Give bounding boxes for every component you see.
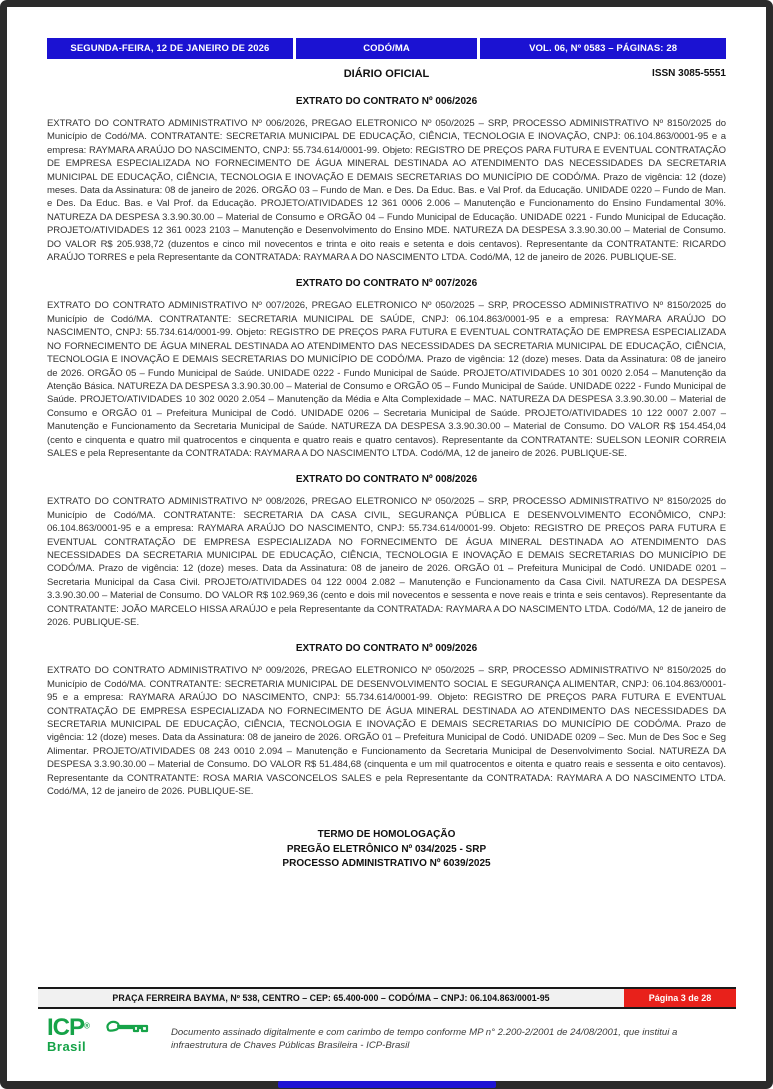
issn-number: ISSN 3085-5551 [652, 68, 726, 79]
icp-brasil-logo [47, 1014, 151, 1061]
contract-heading-006: EXTRATO DO CONTRATO Nº 006/2026 [295, 96, 478, 107]
masthead-row [47, 68, 726, 82]
bottom-blue-strip [278, 1081, 496, 1088]
header-date: SEGUNDA-FEIRA, 12 DE JANEIRO DE 2026 [47, 38, 293, 59]
gazette-page [7, 7, 766, 1081]
masthead-title: DIÁRIO OFICIAL [343, 68, 430, 80]
homologation-title: TERMO DE HOMOLOGAÇÃO [317, 829, 456, 841]
contract-body-009: EXTRATO DO CONTRATO ADMINISTRATIVO Nº 009/2026, PREGAO ELETRONICO Nº 050/2025 – SRP, PROCESSO ADMINISTRATIVO Nº 8150/2025 do Município de Codó/MA. CONTRATANTE: SECRETARIA MUNICIPAL DE DESENVOLVIMENTO SOCIAL E SEGURANÇA ALIMENTAR, CNPJ: 06.104.863/0001-95 e a empresa: RAYMARA ARAÚJO DO NASCIMENTO, CNPJ: 55.734.614/0001-99. Objeto: REGISTRO DE PREÇOS PARA FUTURA E EVENTUAL CONTRATAÇÃO DE EMPRESA ESPECIALIZADA NO FORNECIMENTO DE ÁGUA MINERAL DESTINADA AO ATENDIMENTO DAS NECESSIDADES DA SECRETARIA MUNICIPAL DE EDUCAÇÃO, CIÊNCIA, TECNOLOGIA E INOVAÇÃO E DEMAIS SECRETARIAS DO MUNICÍPIO DE CODÓ/MA. Prazo de vigência: 12 (doze) meses. Data da Assinatura: 08 de janeiro de 2026. ORGÃO 01 – Prefeitura Municipal de Codó. UNIDADE 0209 – Sec. Mun de Des Soc e Seg Alimentar. PROJETO/ATIVIDADES 08 243 0010 2.094 – Manutenção e Funcionamento da Secretaria Municipal de Desenvolvimento Social. NATUREZA DA DESPESA 3.3.90.30.00 – Material de Consumo. DO VALOR R$ 51.484,68 (cinquenta e um mil quatrocentos e oitenta e quatro reais e sessenta e oito centavos). Representante da CONTRATANTE: ROSA MARIA VASCONCELOS SALES e pela Representante da CONTRATADA: RAYMARA A DO NASCIMENTO LTDA. Codó/MA, 12 de janeiro de 2026. PUBLIQUE-SE. [47, 665, 726, 798]
brasil-logo-text: Brasil [47, 1039, 87, 1054]
contract-body-008: EXTRATO DO CONTRATO ADMINISTRATIVO Nº 008/2026, PREGAO ELETRONICO Nº 050/2025 – SRP, PROCESSO ADMINISTRATIVO Nº 8150/2025 do Município de Codó/MA. CONTRATANTE: SECRETARIA DA CASA CIVIL, SEGURANÇA PÚBLICA E DESENVOLVIMENTO ECONÔMICO, CNPJ: 06.104.863/0001-95 e a empresa: RAYMARA ARAÚJO DO NASCIMENTO, CNPJ: 55.734.614/0001-99. Objeto: REGISTRO DE PREÇOS PARA FUTURA E EVENTUAL CONTRATAÇÃO DE EMPRESA ESPECIALIZADA NO FORNECIMENTO DE ÁGUA MINERAL DESTINADA AO ATENDIMENTO DAS NECESSIDADES DA SECRETARIA MUNICIPAL DE EDUCAÇÃO, CIÊNCIA, TECNOLOGIA E INOVAÇÃO E DEMAIS SECRETARIAS DO MUNICÍPIO DE CODÓ/MA. Prazo de vigência: 12 (doze) meses. Data da Assinatura: 08 de janeiro de 2026. ORGÃO 01 – Prefeitura Municipal de Codó. UNIDADE 0201 – Secretaria Municipal da Casa Civil. PROJETO/ATIVIDADES 04 122 0004 2.082 – Manutenção e Funcionamento da Casa Civil. NATUREZA DA DESPESA 3.3.90.30.00 – Material de Consumo. DO VALOR R$ 102.969,36 (cento e dois mil novecentos e sessenta e nove reais e trinta e seis centavos). Representante da CONTRATANTE: JOÃO MARCELO HISSA ARAÚJO e pela Representante da CONTRATADA: RAYMARA A DO NASCIMENTO LTDA. Codó/MA, 12 de janeiro de 2026. PUBLIQUE-SE. [47, 496, 726, 628]
contract-body-007: EXTRATO DO CONTRATO ADMINISTRATIVO Nº 007/2026, PREGAO ELETRONICO Nº 050/2025 – SRP, PROCESSO ADMINISTRATIVO Nº 8150/2025 do Município de Codó/MA. CONTRATANTE: SECRETARIA MUNICIPAL DE SAÚDE, CNPJ: 06.104.863/0001-95 e a empresa: RAYMARA ARAÚJO DO NASCIMENTO, CNPJ: 55.734.614/0001-99. Objeto: REGISTRO DE PREÇOS PARA FUTURA E EVENTUAL CONTRATAÇÃO DE EMPRESA ESPECIALIZADA NO FORNECIMENTO DE ÁGUA MINERAL DESTINADA AO ATENDIMENTO DAS NECESSIDADES DA SECRETARIA MUNICIPAL DE EDUCAÇÃO, CIÊNCIA, TECNOLOGIA E INOVAÇÃO E DEMAIS SECRETARIAS DO MUNICÍPIO DE CODÓ/MA. Prazo de vigência: 12 (doze) meses. Data da Assinatura: 08 de janeiro de 2026. ORGÃO 05 – Fundo Municipal de Saúde. UNIDADE 0222 - Fundo Municipal de Saúde. PROJETO/ATIVIDADES 10 301 0020 2.054 – Manutenção da Atenção Básica. NATUREZA DA DESPESA 3.3.90.30.00 – Material de Consumo e ORGÃO 05 – Fundo Municipal de Saúde. UNIDADE 0222 - Fundo Municipal de Saúde. PROJETO/ATIVIDADES 10 302 0020 2.054 – Manutenção da Média e Alta Complexidade – MAC. NATUREZA DA DESPESA 3.3.90.30.00 – Material de Consumo e ORGÃO 01 – Prefeitura Municipal de Codó. UNIDADE 0206 – Secretaria Municipal de Saúde. PROJETO/ATIVIDADES 10 122 0007 2.007 – Manutenção e Funcionamento da Secretaria Municipal de Saúde. NATUREZA DA DESPESA 3.3.90.30.00 – Material de Consumo. DO VALOR R$ 154.454,04 (cento e cinquenta e quatro mil quatrocentos e cinquenta e quatro reais e quatro centavos). Representante da CONTRATANTE: SUELSON LEONIR CORREIA SALES e pela Representante da CONTRATADA: RAYMARA A DO NASCIMENTO LTDA. Codó/MA, 12 de janeiro de 2026. PUBLIQUE-SE. [47, 300, 726, 459]
contract-heading-009: EXTRATO DO CONTRATO Nº 009/2026 [295, 643, 478, 655]
page-number-badge: Página 3 de 28 [624, 989, 736, 1007]
key-icon [105, 1019, 151, 1045]
signature-row [47, 1014, 726, 1061]
contract-body-006: EXTRATO DO CONTRATO ADMINISTRATIVO Nº 006/2026, PREGAO ELETRONICO Nº 050/2025 – SRP, PROCESSO ADMINISTRATIVO Nº 8150/2025 do Município de Codó/MA. CONTRATANTE: SECRETARIA MUNICIPAL DE EDUCAÇÃO, CIÊNCIA, TECNOLOGIA E INOVAÇÃO, CNPJ: 06.104.863/0001-95 e a empresa: RAYMARA ARAÚJO DO NASCIMENTO, CNPJ: 55.734.614/0001-99. Objeto: REGISTRO DE PREÇOS PARA FUTURA E EVENTUAL CONTRATAÇÃO DE EMPRESA ESPECIALIZADA NO FORNECIMENTO DE ÁGUA MINERAL DESTINADA AO ATENDIMENTO DAS NECESSIDADES DA SECRETARIA MUNICIPAL DE EDUCAÇÃO, CIÊNCIA, TECNOLOGIA E INOVAÇÃO E DEMAIS SECRETARIAS DO MUNICÍPIO DE CODÓ/MA. Prazo de vigência: 12 (doze) meses. Data da Assinatura: 08 de janeiro de 2026. ORGÃO 03 – Fundo de Man. e Des. Da Educ. Bas. e Val Prof. da Educação. UNIDADE 0220 – Fundo de Man. e Des. Da Educ. Bas. e Val Prof. da Educação. PROJETO/ATIVIDADES 12 361 0006 2.006 – Manutenção e Funcionamento do Ensino Fundamental 30%. NATUREZA DA DESPESA 3.3.90.30.00 – Material de Consumo e ORGÃO 04 – Fundo Municipal de Educação. UNIDADE 0221 - Fundo Municipal de Educação. PROJETO/ATIVIDADES 12 361 0023 2103 – Manutenção e Desenvolvimento do Ensino MDE. NATUREZA DA DESPESA 3.3.90.30.00 – Material de Consumo. DO VALOR R$ 205.938,72 (duzentos e cinco mil novecentos e trinta e oito reais e setenta e dois centavos). Representante da CONTRATANTE: RICARDO ARAÚJO TORRES e pela Representante da CONTRATADA: RAYMARA A DO NASCIMENTO LTDA. Codó/MA, 12 de janeiro de 2026. PUBLIQUE-SE. [47, 118, 726, 264]
homologation-processo: PROCESSO ADMINISTRATIVO Nº 6039/2025 [282, 858, 491, 870]
digital-signature-note: Documento assinado digitalmente e com carimbo de tempo conforme MP n° 2.200-2/2001 de 24/08/2001, que institui a infraestrutura de Chaves Públicas Brasileira - ICP-Brasil [171, 1027, 678, 1051]
contract-heading-007: EXTRATO DO CONTRATO Nº 007/2026 [295, 278, 478, 290]
footer-address: PRAÇA FERREIRA BAYMA, Nº 538, CENTRO – CEP: 65.400-000 – CODÓ/MA – CNPJ: 06.104.863/0001-95 [112, 993, 550, 1003]
header-city: CODÓ/MA [296, 38, 477, 59]
header-volume: VOL. 06, Nº 0583 – PÁGINAS: 28 [480, 38, 726, 59]
footer-address-bar [38, 987, 736, 1009]
contract-heading-008: EXTRATO DO CONTRATO Nº 008/2026 [295, 474, 478, 486]
registered-mark: ® [84, 1021, 90, 1031]
homologation-pregao: PREGÃO ELETRÔNICO Nº 034/2025 - SRP [286, 843, 487, 855]
gazette-header-bar [47, 38, 726, 59]
homologation-block [7, 828, 766, 872]
icp-logo-text: ICP [47, 1014, 85, 1041]
